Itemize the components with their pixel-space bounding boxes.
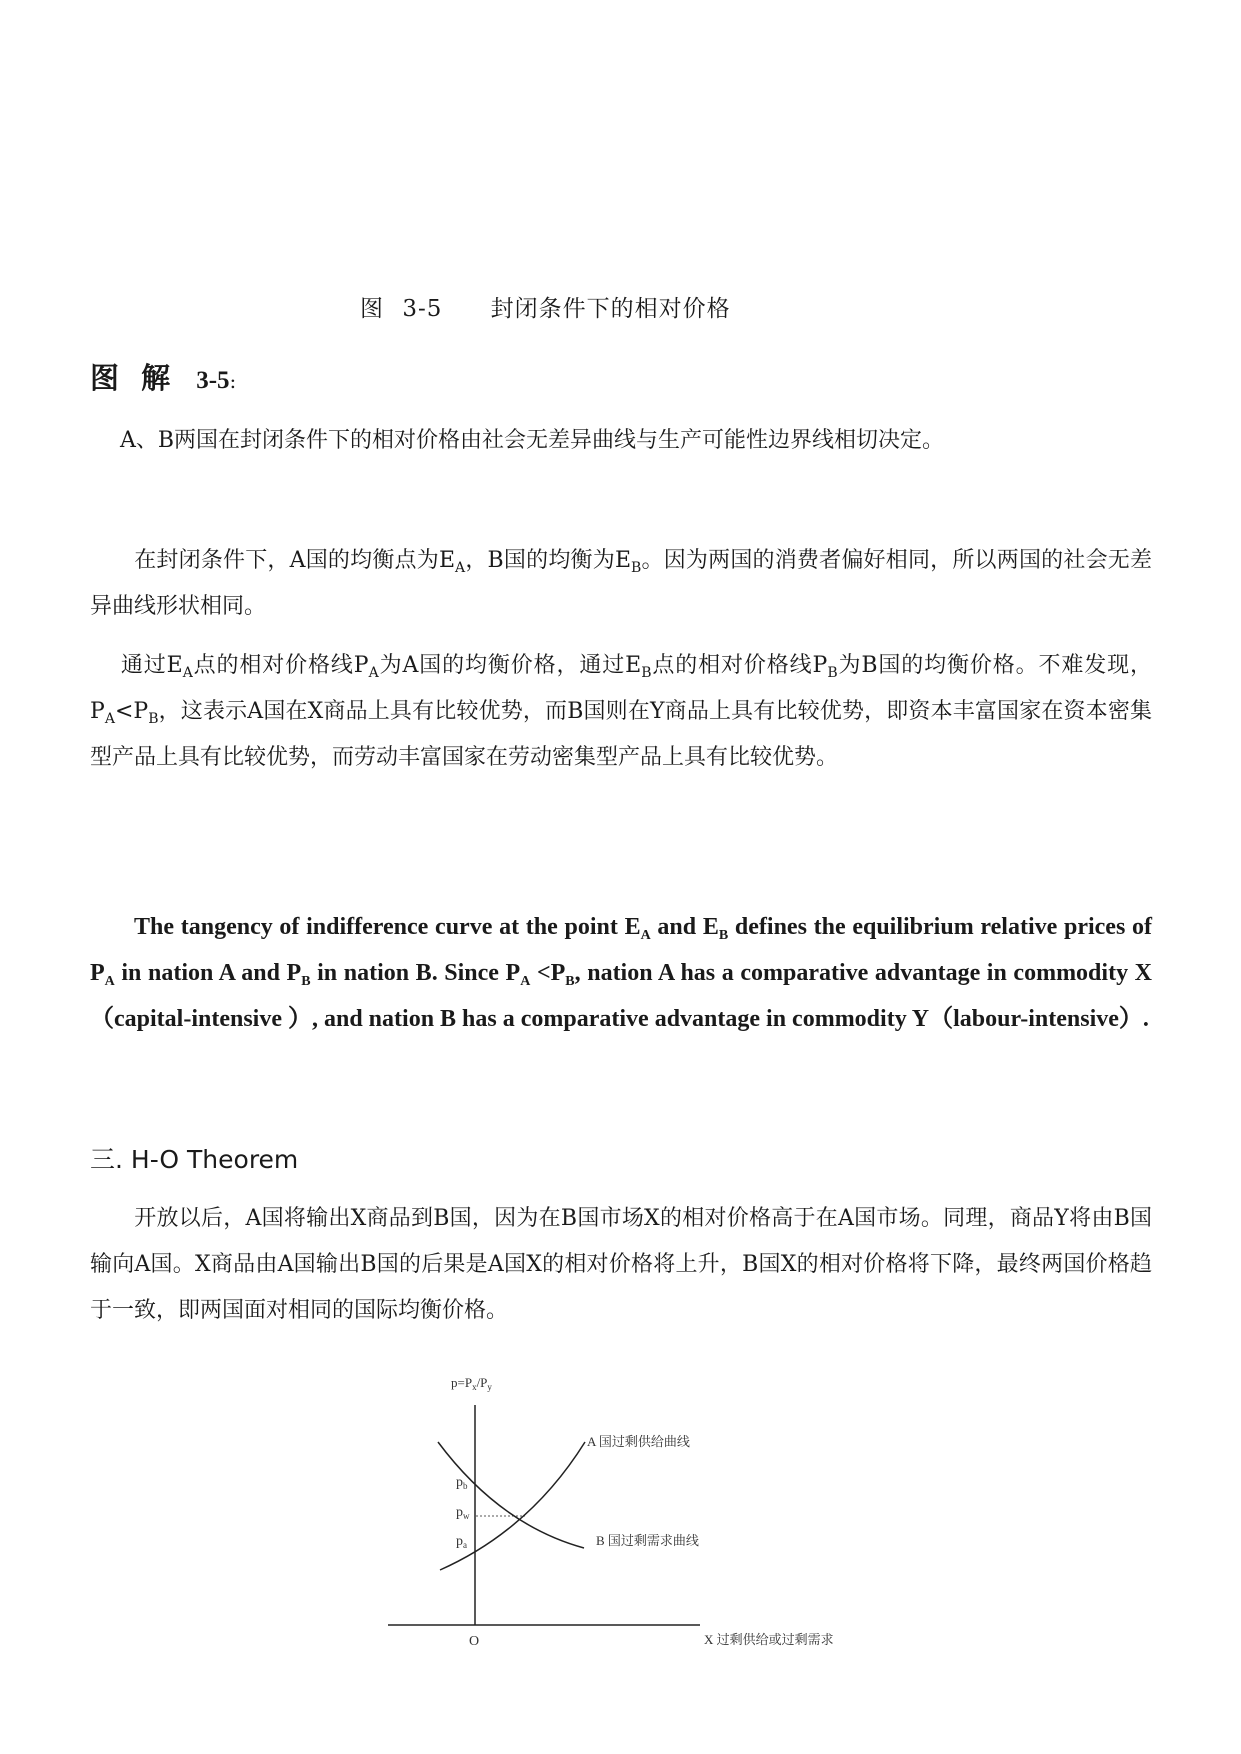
p3-text-a: 通过E xyxy=(120,653,183,678)
caption-label: 图 xyxy=(360,296,384,322)
en-sub-6: B xyxy=(565,974,575,989)
caption-number: 3-5 xyxy=(402,296,443,322)
p3-sub-3: B xyxy=(641,665,652,681)
origin-label: O xyxy=(469,1634,480,1649)
en-text-g: , nation A has a comparative advantage in commodity X （capital-intensive ）, and nation B has a comparative advantage in commodity Y（labour-intensive）. xyxy=(90,960,1152,1032)
en-sub-3: A xyxy=(104,974,115,989)
p3-sub-2: A xyxy=(368,665,379,681)
p3-sub-1: A xyxy=(182,665,193,681)
p2-sub-a: A xyxy=(455,560,466,576)
series-label-b: B 国过剩需求曲线 xyxy=(596,1533,699,1548)
section-title: 三. H-O Theorem xyxy=(90,1145,299,1174)
tick-pa: $p_a$ xyxy=(456,1534,467,1550)
en-sub-1: A xyxy=(640,928,651,943)
p3-text-b: 点的相对价格线P xyxy=(192,653,369,678)
heading-suffix: : xyxy=(229,369,243,393)
p3-text-g: ，这表示A国在X商品上具有比较优势，而B国则在Y商品上具有比较优势，即资本丰富国家在资本密集型产品上具有比较优势，而劳动丰富国家在劳动密集型产品上具有比较优势。 xyxy=(90,699,1152,770)
p3-text-c: 为A国的均衡价格，通过E xyxy=(378,653,642,678)
p3-sub-4: B xyxy=(827,665,838,681)
p2-text-b: ，B国的均衡为E xyxy=(465,548,631,573)
en-text-b: and E xyxy=(650,914,719,940)
en-text-f: <P xyxy=(530,960,566,986)
p3-text-f: <P xyxy=(114,699,149,724)
en-text-c: defines the equilibrium relative prices of P xyxy=(90,914,1152,986)
x-axis-label: X 过剩供给或过剩需求 xyxy=(704,1632,834,1647)
en-sub-4: B xyxy=(301,974,311,989)
en-text-d: in nation A and P xyxy=(114,960,302,986)
b-excess-demand-curve xyxy=(438,1442,584,1548)
paragraph-4-text: 开放以后，A国将输出X商品到B国，因为在B国市场X的相对价格高于在A国市场。同理，商品Y将由B国输向A国。X商品由A国输出B国的后果是A国X的相对价格将上升，B国X的相对价格将下降，最终两国价格趋于一致，即两国面对相同的国际均衡价格。 xyxy=(90,1206,1152,1323)
p2-text-a: 在封闭条件下，A国的均衡点为E xyxy=(134,548,456,573)
caption-title: 封闭条件下的相对价格 xyxy=(490,296,731,322)
y-axis-label: $p=P_x/P_y$ xyxy=(451,1375,492,1392)
paragraph-1-text: A、B两国在封闭条件下的相对价格由社会无差异曲线与生产可能性边界线相切决定。 xyxy=(120,428,945,453)
series-label-a: A 国过剩供给曲线 xyxy=(587,1434,690,1449)
p3-sub-6: B xyxy=(148,711,159,727)
tick-pb: $p_b$ xyxy=(456,1475,468,1491)
en-text-a: The tangency of indifference curve at the point E xyxy=(134,914,641,940)
en-sub-2: B xyxy=(718,928,729,943)
p3-text-e: 为B国的均衡价格。不难发现，P xyxy=(90,653,1153,724)
p3-text-d: 点的相对价格线P xyxy=(651,653,828,678)
p3-sub-5: A xyxy=(104,711,115,727)
tick-pw: $p_w$ xyxy=(456,1505,470,1521)
heading-text: 图 解 xyxy=(90,361,177,395)
en-text-e: in nation B. Since P xyxy=(310,960,521,986)
p2-text-c: 。因为两国的消费者偏好相同，所以两国的社会无差异曲线形状相同。 xyxy=(90,548,1152,619)
en-sub-5: A xyxy=(520,974,531,989)
p2-sub-b: B xyxy=(631,560,642,576)
heading-number: 3-5 xyxy=(196,367,230,394)
